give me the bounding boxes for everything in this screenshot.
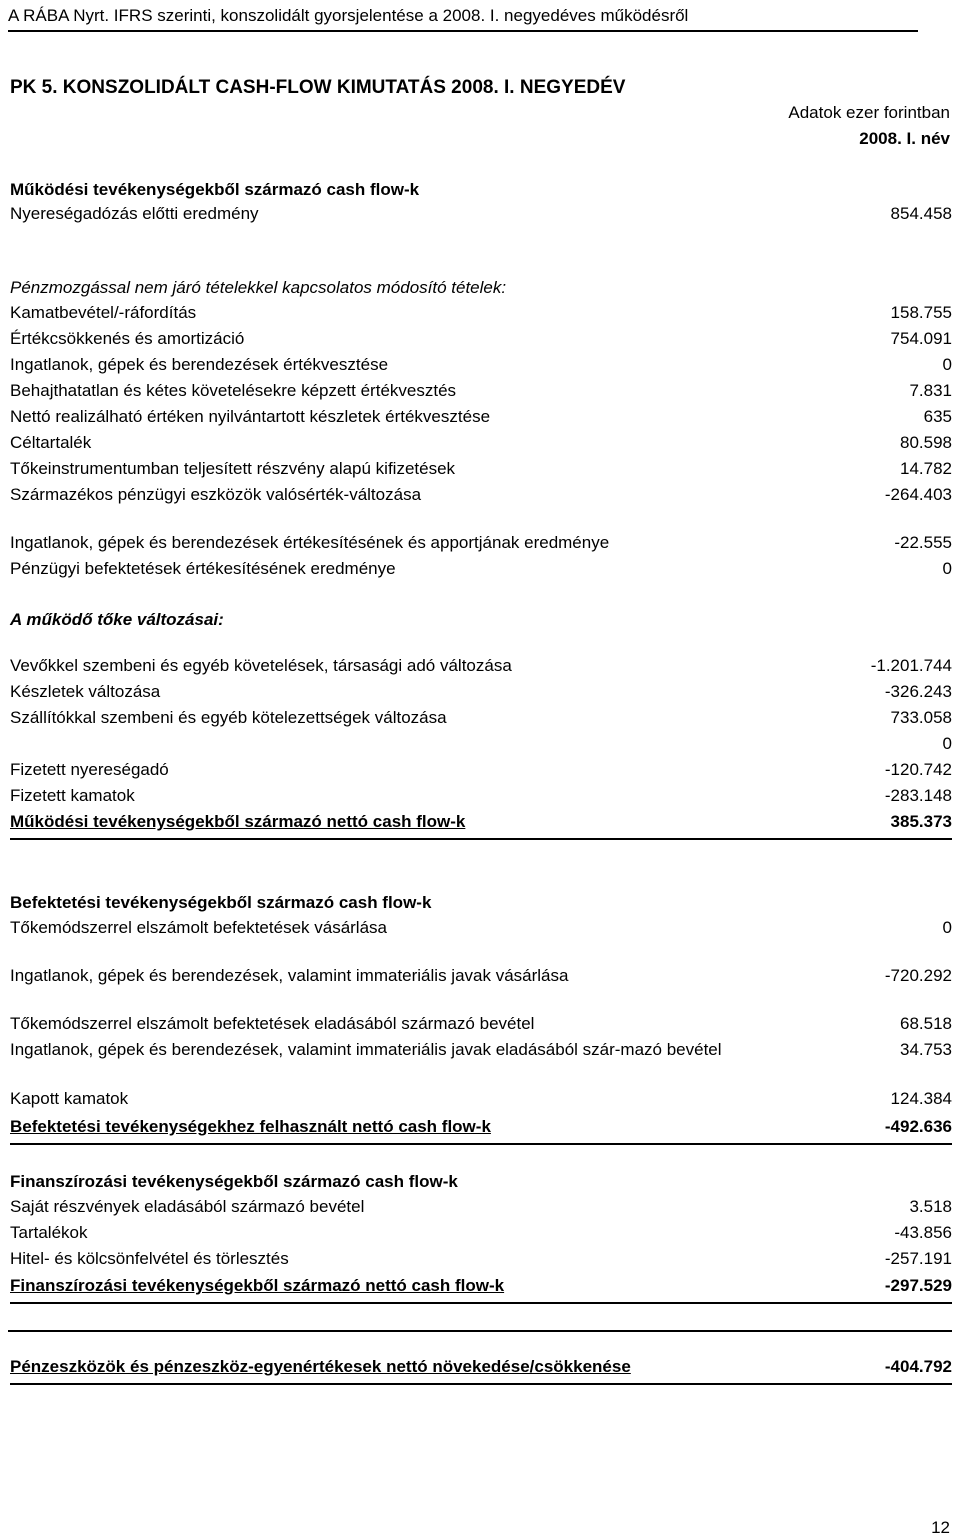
- working-capital-heading: A működő tőke változásai:: [10, 610, 224, 629]
- investing-row: [10, 1038, 952, 1062]
- row-label: Vevőkkel szembeni és egyéb követelések, társasági adó változása: [10, 656, 512, 675]
- row-label: Működési tevékenységekből származó nettó cash flow-k: [10, 812, 466, 831]
- adj-row: [10, 433, 952, 459]
- row-label: Nyereségadózás előtti eredmény: [10, 204, 259, 223]
- row-label: Szállítókkal szembeni és egyéb kötelezettségek változása: [10, 708, 447, 727]
- row-label: Céltartalék: [10, 433, 92, 452]
- row-value: 0: [942, 734, 952, 753]
- wc-row: [10, 734, 952, 760]
- row-value: 0: [942, 559, 952, 578]
- row-label: Kapott kamatok: [10, 1089, 129, 1108]
- row-label: Értékcsökkenés és amortizáció: [10, 329, 245, 348]
- adj-row: [10, 407, 952, 433]
- row-value: -720.292: [884, 966, 952, 985]
- pretax-row: [10, 204, 952, 230]
- disposal-row: [10, 559, 952, 585]
- page-title: PK 5. KONSZOLIDÁLT CASH-FLOW KIMUTATÁS 2008. I. NEGYEDÉV: [10, 77, 626, 98]
- row-value: -257.191: [884, 1249, 952, 1268]
- investing-total-row: [10, 1117, 952, 1145]
- row-label: Készletek változása: [10, 682, 161, 701]
- row-label: Tőkeinstrumentumban teljesített részvény alapú kifizetések: [10, 459, 456, 478]
- row-value: -22.555: [894, 533, 952, 552]
- net-change-row: [10, 1357, 952, 1385]
- row-value: -264.403: [884, 485, 952, 504]
- financing-heading: Finanszírozási tevékenységekből származó cash flow-k: [10, 1172, 458, 1191]
- row-label: Pénzeszközök és pénzeszköz-egyenértékesek nettó növekedése/csökkenése: [10, 1357, 631, 1376]
- row-value: -283.148: [884, 786, 952, 805]
- wc-row: [10, 708, 952, 734]
- adjustments-heading: Pénzmozgással nem járó tételekkel kapcsolatos módosító tételek:: [10, 278, 507, 297]
- row-value: -326.243: [884, 682, 952, 701]
- row-value: 158.755: [890, 303, 952, 322]
- row-label: Ingatlanok, gépek és berendezések, valamint immateriális javak vásárlása: [10, 966, 569, 985]
- unit-note: Adatok ezer forintban: [788, 103, 950, 122]
- row-value: 385.373: [890, 812, 952, 831]
- disposal-row: [10, 533, 952, 559]
- operating-heading: Működési tevékenységekből származó cash flow-k: [10, 180, 420, 199]
- row-label: Ingatlanok, gépek és berendezések, valamint immateriális javak eladásából szár-mazó bevétel: [10, 1040, 722, 1059]
- row-value: 733.058: [890, 708, 952, 727]
- row-label: Behajthatatlan és kétes követelésekre képzett értékvesztés: [10, 381, 457, 400]
- adj-row: [10, 303, 952, 329]
- row-value: 754.091: [890, 329, 952, 348]
- row-value: -120.742: [884, 760, 952, 779]
- row-label: Fizetett nyereségadó: [10, 760, 169, 779]
- row-value: 0: [942, 355, 952, 374]
- investing-row: [10, 1089, 952, 1115]
- wc-row: [10, 760, 952, 786]
- row-value: 124.384: [890, 1089, 952, 1108]
- row-value: -404.792: [884, 1357, 952, 1376]
- row-label: Saját részvények eladásából származó bevétel: [10, 1197, 365, 1216]
- financing-row: [10, 1197, 952, 1223]
- row-label: Tartalékok: [10, 1223, 88, 1242]
- row-label: Ingatlanok, gépek és berendezések értékesítésének és apportjának eredménye: [10, 533, 610, 552]
- adj-row: [10, 381, 952, 407]
- investing-heading: Befektetési tevékenységekből származó cash flow-k: [10, 893, 432, 912]
- row-value: 34.753: [900, 1040, 952, 1059]
- adj-row: [10, 329, 952, 355]
- row-label: Fizetett kamatok: [10, 786, 135, 805]
- row-label: Tőkemódszerrel elszámolt befektetések eladásából származó bevétel: [10, 1014, 535, 1033]
- column-header: 2008. I. név: [859, 129, 950, 148]
- row-value: 0: [942, 918, 952, 937]
- row-label: Származékos pénzügyi eszközök valósérték-változása: [10, 485, 422, 504]
- row-value: -1.201.744: [870, 656, 952, 675]
- wc-row: [10, 682, 952, 708]
- adj-row: [10, 459, 952, 485]
- row-label: Befektetési tevékenységekhez felhasznált nettó cash flow-k: [10, 1117, 491, 1136]
- running-header: A RÁBA Nyrt. IFRS szerinti, konszolidált gyorsjelentése a 2008. I. negyedéves működésről: [8, 2, 918, 32]
- page-number: 12: [931, 1518, 950, 1537]
- row-label: Kamatbevétel/-ráfordítás: [10, 303, 197, 322]
- row-value: 854.458: [890, 204, 952, 223]
- row-value: -297.529: [884, 1276, 952, 1295]
- row-value: 68.518: [900, 1014, 952, 1033]
- investing-row: [10, 966, 952, 992]
- row-label: Hitel- és kölcsönfelvétel és törlesztés: [10, 1249, 289, 1268]
- row-value: -492.636: [884, 1117, 952, 1136]
- row-value: 7.831: [909, 381, 952, 400]
- investing-row: [10, 1014, 952, 1040]
- row-label: Tőkemódszerrel elszámolt befektetések vásárlása: [10, 918, 387, 937]
- row-value: 80.598: [900, 433, 952, 452]
- row-label: Finanszírozási tevékenységekből származó nettó cash flow-k: [10, 1276, 505, 1295]
- investing-row: [10, 918, 952, 944]
- row-value: -43.856: [894, 1223, 952, 1242]
- row-label: Nettó realizálható értéken nyilvántartott készletek értékvesztése: [10, 407, 491, 426]
- adj-row: [10, 485, 952, 511]
- financing-row: [10, 1249, 952, 1275]
- row-label: Ingatlanok, gépek és berendezések értékvesztése: [10, 355, 389, 374]
- wc-row: [10, 786, 952, 812]
- wc-row: [10, 656, 952, 682]
- row-value: 3.518: [909, 1197, 952, 1216]
- row-value: 635: [923, 407, 952, 426]
- financing-total-row: [10, 1276, 952, 1304]
- operating-total-row: [10, 812, 952, 840]
- financing-row: [10, 1223, 952, 1249]
- row-label: Pénzügyi befektetések értékesítésének eredménye: [10, 559, 396, 578]
- adj-row: [10, 355, 952, 381]
- row-value: 14.782: [900, 459, 952, 478]
- divider: [8, 1330, 952, 1332]
